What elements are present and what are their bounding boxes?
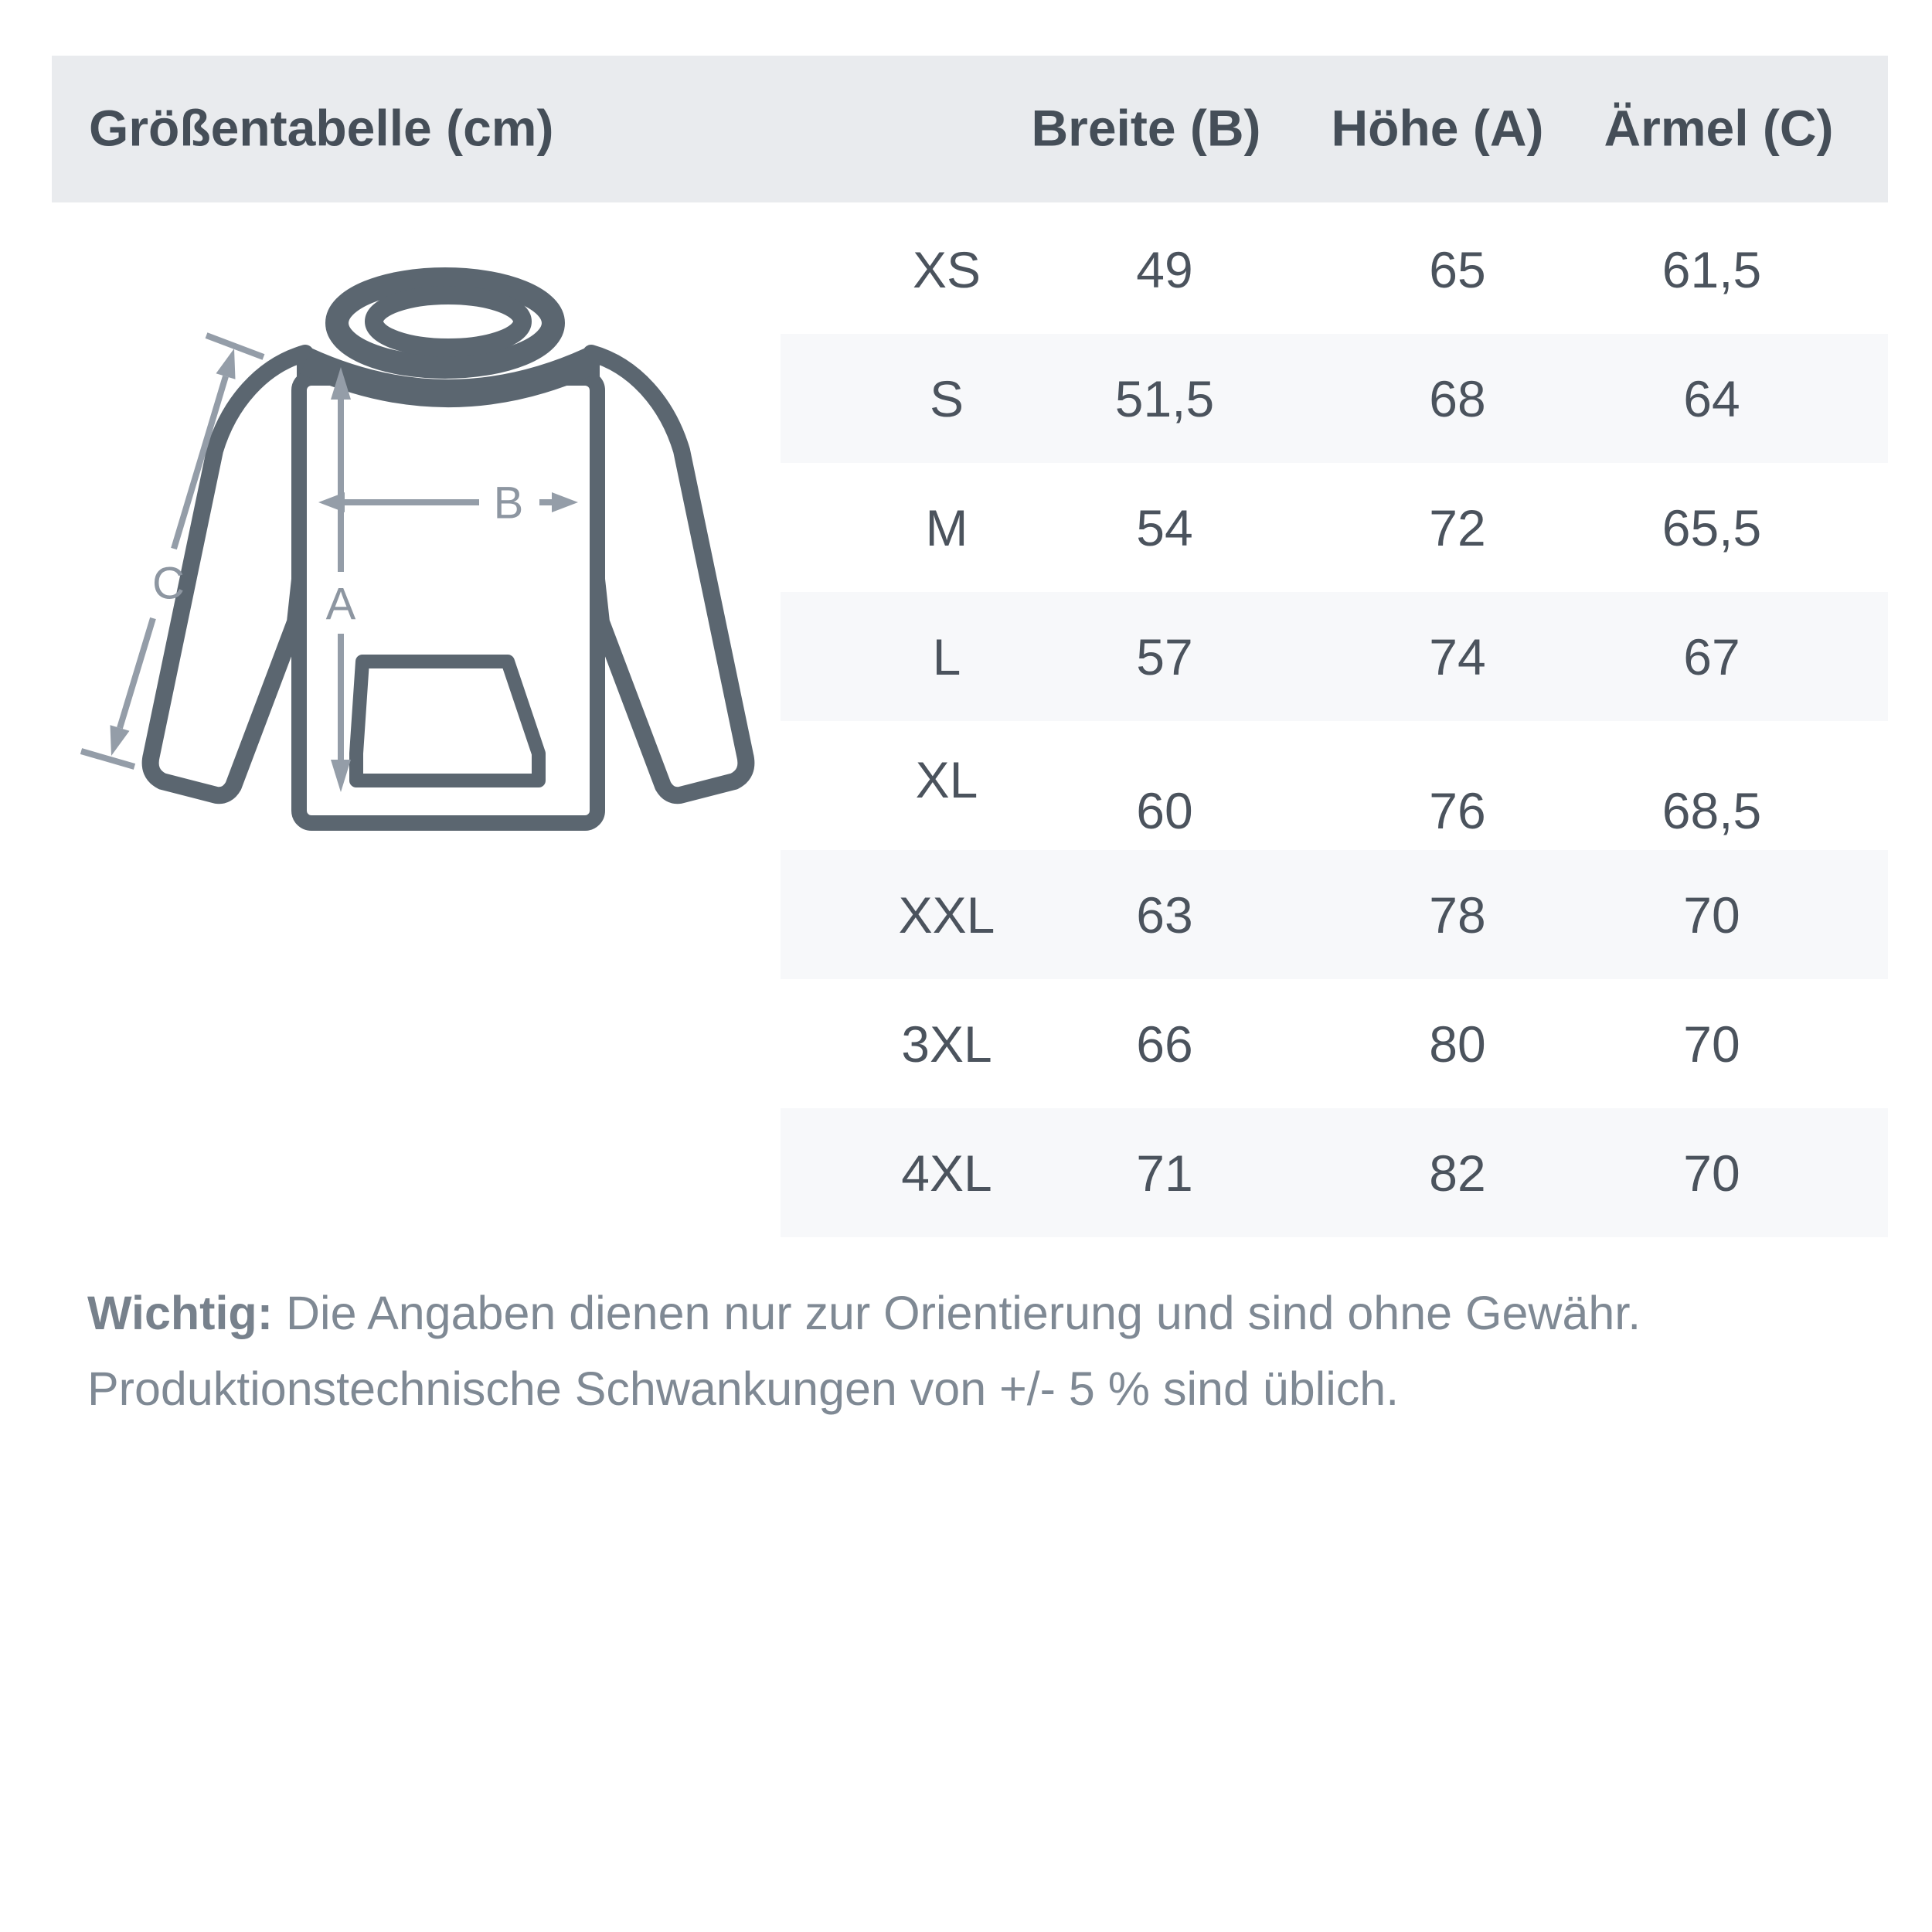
- size-cell: 3XL: [901, 1015, 992, 1073]
- breite-cell: 71: [1136, 1144, 1193, 1202]
- aermel-cell: 70: [1683, 1144, 1740, 1202]
- size-table: [781, 205, 1888, 1237]
- column-header-hoehe: Höhe (A): [1331, 99, 1544, 157]
- aermel-cell: 70: [1683, 886, 1740, 944]
- hoodie-pocket: [356, 662, 539, 781]
- aermel-cell: 67: [1683, 628, 1740, 685]
- size-cell: L: [932, 628, 961, 685]
- size-cell: 4XL: [901, 1144, 992, 1202]
- aermel-cell: 65,5: [1662, 498, 1762, 556]
- hoehe-cell: 74: [1429, 628, 1486, 685]
- hoehe-cell: 65: [1429, 240, 1486, 298]
- size-cell: XS: [912, 240, 981, 298]
- size-cell: M: [925, 498, 968, 556]
- label-b: B: [493, 478, 524, 529]
- label-a: A: [325, 579, 356, 630]
- size-cell: XXL: [898, 886, 995, 944]
- column-header-aermel: Ärmel (C): [1604, 99, 1834, 157]
- disclaimer-note: [87, 1275, 1865, 1427]
- breite-cell: 63: [1136, 886, 1193, 944]
- breite-cell: 51,5: [1114, 369, 1215, 427]
- aermel-cell: 61,5: [1662, 240, 1762, 298]
- table-row-l: [781, 592, 1888, 721]
- label-c: C: [152, 558, 185, 609]
- hoehe-cell: 82: [1429, 1144, 1486, 1202]
- disclaimer-line-2: Produktionstechnische Schwankungen von +/- 5 % sind üblich.: [87, 1362, 1400, 1415]
- breite-cell: 66: [1136, 1015, 1193, 1073]
- hoehe-cell: 72: [1429, 498, 1486, 556]
- aermel-cell: 68,5: [1662, 781, 1762, 839]
- hoehe-cell: 78: [1429, 886, 1486, 944]
- size-cell: XL: [915, 750, 978, 808]
- size-cell: S: [929, 369, 964, 427]
- table-header-bar: [52, 56, 1888, 202]
- breite-cell: 57: [1136, 628, 1193, 685]
- hoehe-cell: 80: [1429, 1015, 1486, 1073]
- table-row-xs: [781, 205, 1888, 334]
- hoodie-right-sleeve: [591, 353, 746, 795]
- table-row-xxl: [781, 850, 1888, 979]
- hoehe-cell: 76: [1429, 781, 1486, 839]
- table-row-xl: [781, 721, 1888, 850]
- page-title: Größentabelle (cm): [89, 99, 554, 157]
- breite-cell: 60: [1136, 781, 1193, 839]
- aermel-cell: 70: [1683, 1015, 1740, 1073]
- aermel-cell: 64: [1683, 369, 1740, 427]
- breite-cell: 49: [1136, 240, 1193, 298]
- table-row-4xl: [781, 1108, 1888, 1237]
- table-row-s: [781, 334, 1888, 463]
- hoodie-measurement-diagram: [62, 220, 796, 873]
- disclaimer-line-1: [87, 1275, 1865, 1351]
- table-row-m: [781, 463, 1888, 592]
- table-row-3xl: [781, 979, 1888, 1108]
- breite-cell: 54: [1136, 498, 1193, 556]
- disclaimer-bold-prefix: Wichtig:: [87, 1287, 274, 1339]
- disclaimer-line-1-text: Die Angaben dienen nur zur Orientierung und sind ohne Gewähr.: [273, 1287, 1641, 1339]
- hood-inner-ring: [374, 295, 522, 348]
- hoehe-cell: 68: [1429, 369, 1486, 427]
- column-header-breite: Breite (B): [1031, 99, 1261, 157]
